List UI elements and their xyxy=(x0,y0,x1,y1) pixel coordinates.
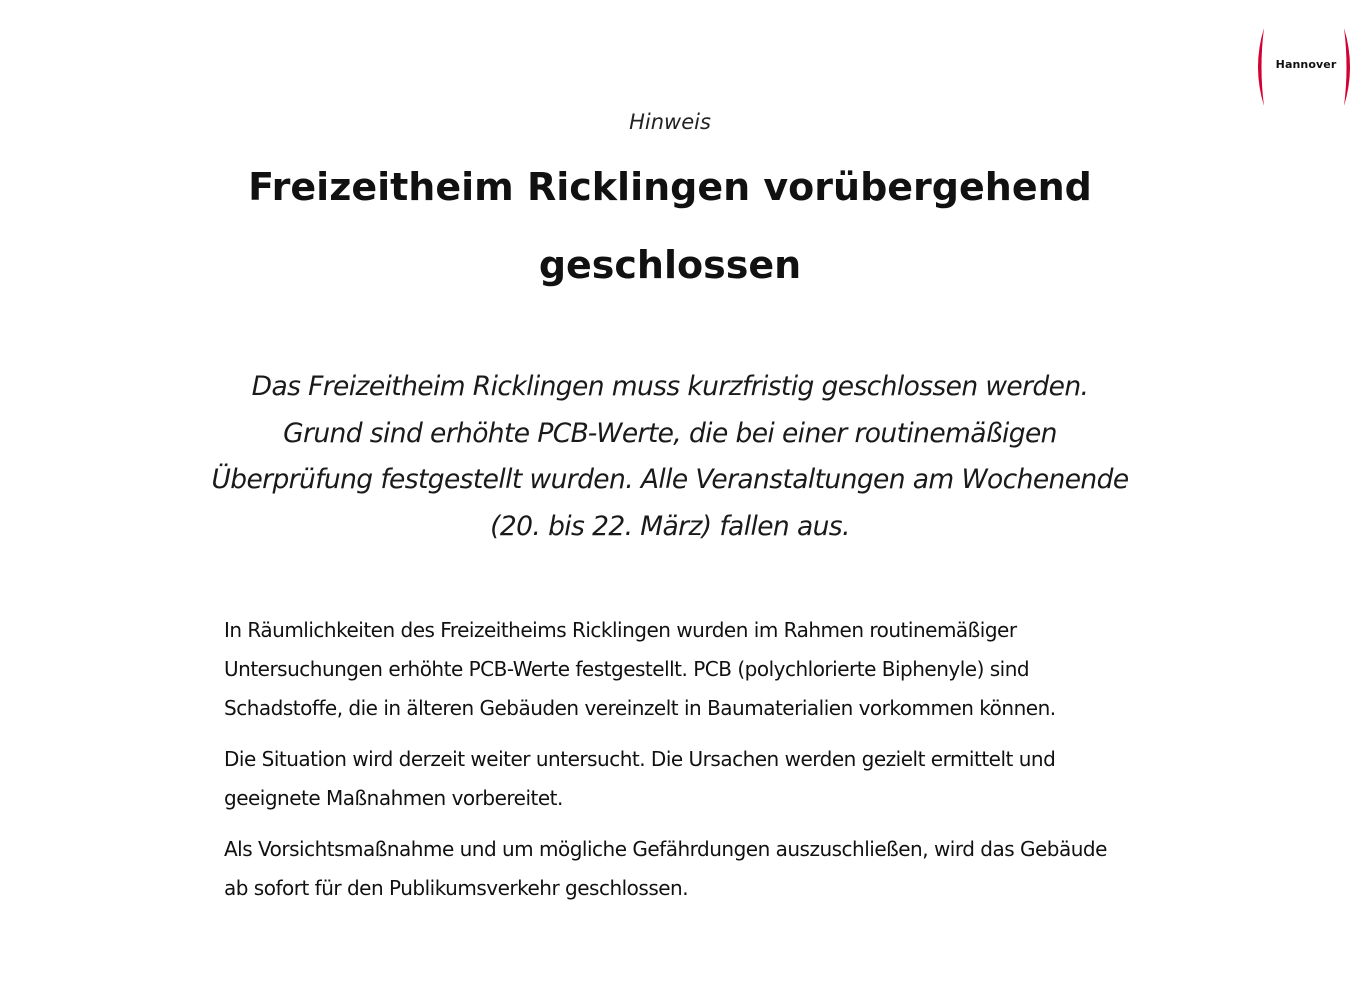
article-body xyxy=(224,611,1124,920)
logo-text: Hannover xyxy=(1275,58,1337,71)
article-kicker: Hinweis xyxy=(629,110,711,134)
page-title: Freizeitheim Ricklingen vorübergehend geschlossen xyxy=(248,165,1092,287)
body-paragraph: Als Vorsichtsmaßnahme und um mögliche Gefährdungen auszuschließen, wird das Gebäude ab sofort für den Publikumsverkehr geschlossen. xyxy=(224,837,1107,900)
hannover-logo[interactable] xyxy=(1256,28,1352,106)
body-paragraph: In Räumlichkeiten des Freizeitheims Ricklingen wurden im Rahmen routinemäßiger Untersuchungen erhöhte PCB-Werte festgestellt. PCB (polychlorierte Biphenyle) sind Schadstoffe, die in älteren Gebäuden vereinzelt in Baumaterialien vorkommen können. xyxy=(224,618,1056,720)
body-paragraph: Die Situation wird derzeit weiter untersucht. Die Ursachen werden gezielt ermittelt und geeignete Maßnahmen vorbereitet. xyxy=(224,747,1056,810)
article-lead: Das Freizeitheim Ricklingen muss kurzfristig geschlossen werden. Grund sind erhöhte PCB-Werte, die bei einer routinemäßigen Überprüfung festgestellt wurden. Alle Veranstaltungen am Wochenende (20. bis 22. März) fallen aus. xyxy=(211,371,1129,542)
